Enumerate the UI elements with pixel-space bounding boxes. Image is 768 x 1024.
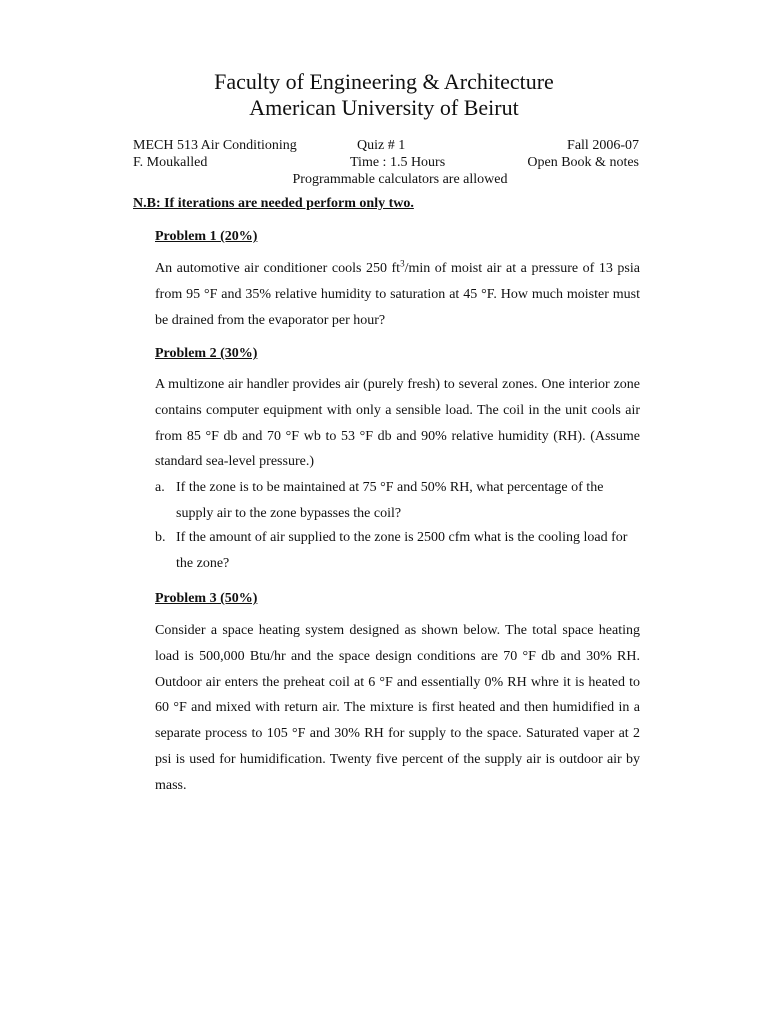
problem-1-heading: Problem 1 (20%)	[155, 229, 258, 244]
problem-3-text: Consider a space heating system designed as shown below. The total space heating load is 500,000 Btu/hr and the space design conditions are 70 °F db and 30% RH. Outdoor air enters the preheat coil at 6 °F and essentially 0% RH whre it is heated to 60 °F and mixed with return air. The mixture is first heated and then humidified in a separate process to 105 °F and 30% RH for supply to the space. Saturated vaper at 2 psi is used for humidification. Twenty five percent of the supply air is outdoor air by mass.	[155, 623, 640, 793]
problem-1-text: An automotive air conditioner cools 250 $ft^3/\min$ of moist air at a pressure of 13 psia from 95 °F and 35% relative humidity to saturation at 45 °F. How much moister must be drained from the evaporator per hour?	[155, 258, 640, 328]
faculty-title: Faculty of Engineering & Architecture	[214, 69, 554, 94]
quiz-number: Quiz # 1	[357, 138, 406, 153]
iterations-note: N.B: If iterations are needed perform only two.	[133, 196, 414, 211]
problem-2-part-b	[155, 525, 640, 577]
problem-3-heading: Problem 3 (50%)	[155, 591, 258, 606]
problem-2-heading: Problem 2 (30%)	[155, 346, 258, 361]
instructor-name: F. Moukalled	[133, 155, 208, 170]
part-text: If the amount of air supplied to the zone is 2500 cfm what is the cooling load for the zone?	[176, 530, 628, 571]
calculator-note: Programmable calculators are allowed	[292, 172, 508, 187]
university-title: American University of Beirut	[249, 95, 519, 120]
time-limit: Time : 1.5 Hours	[350, 155, 446, 170]
part-mark: a.	[155, 480, 165, 495]
course-name: MECH 513 Air Conditioning	[133, 138, 297, 153]
superscript: 3	[400, 258, 405, 269]
open-book-note: Open Book & notes	[527, 155, 639, 170]
part-text: If the zone is to be maintained at 75 °F and 50% RH, what percentage of the supply air to the zone bypasses the coil?	[176, 480, 604, 521]
term: Fall 2006-07	[567, 138, 639, 153]
problem-2-part-a	[155, 475, 640, 527]
part-mark: b.	[155, 530, 166, 545]
problem-2-text: A multizone air handler provides air (purely fresh) to several zones. One interior zone contains computer equipment with only a sensible load. The coil in the unit cools air from 85 °F db and 70 °F wb to 53 °F db and 90% relative humidity (RH). (Assume standard sea-level pressure.)	[155, 377, 640, 470]
